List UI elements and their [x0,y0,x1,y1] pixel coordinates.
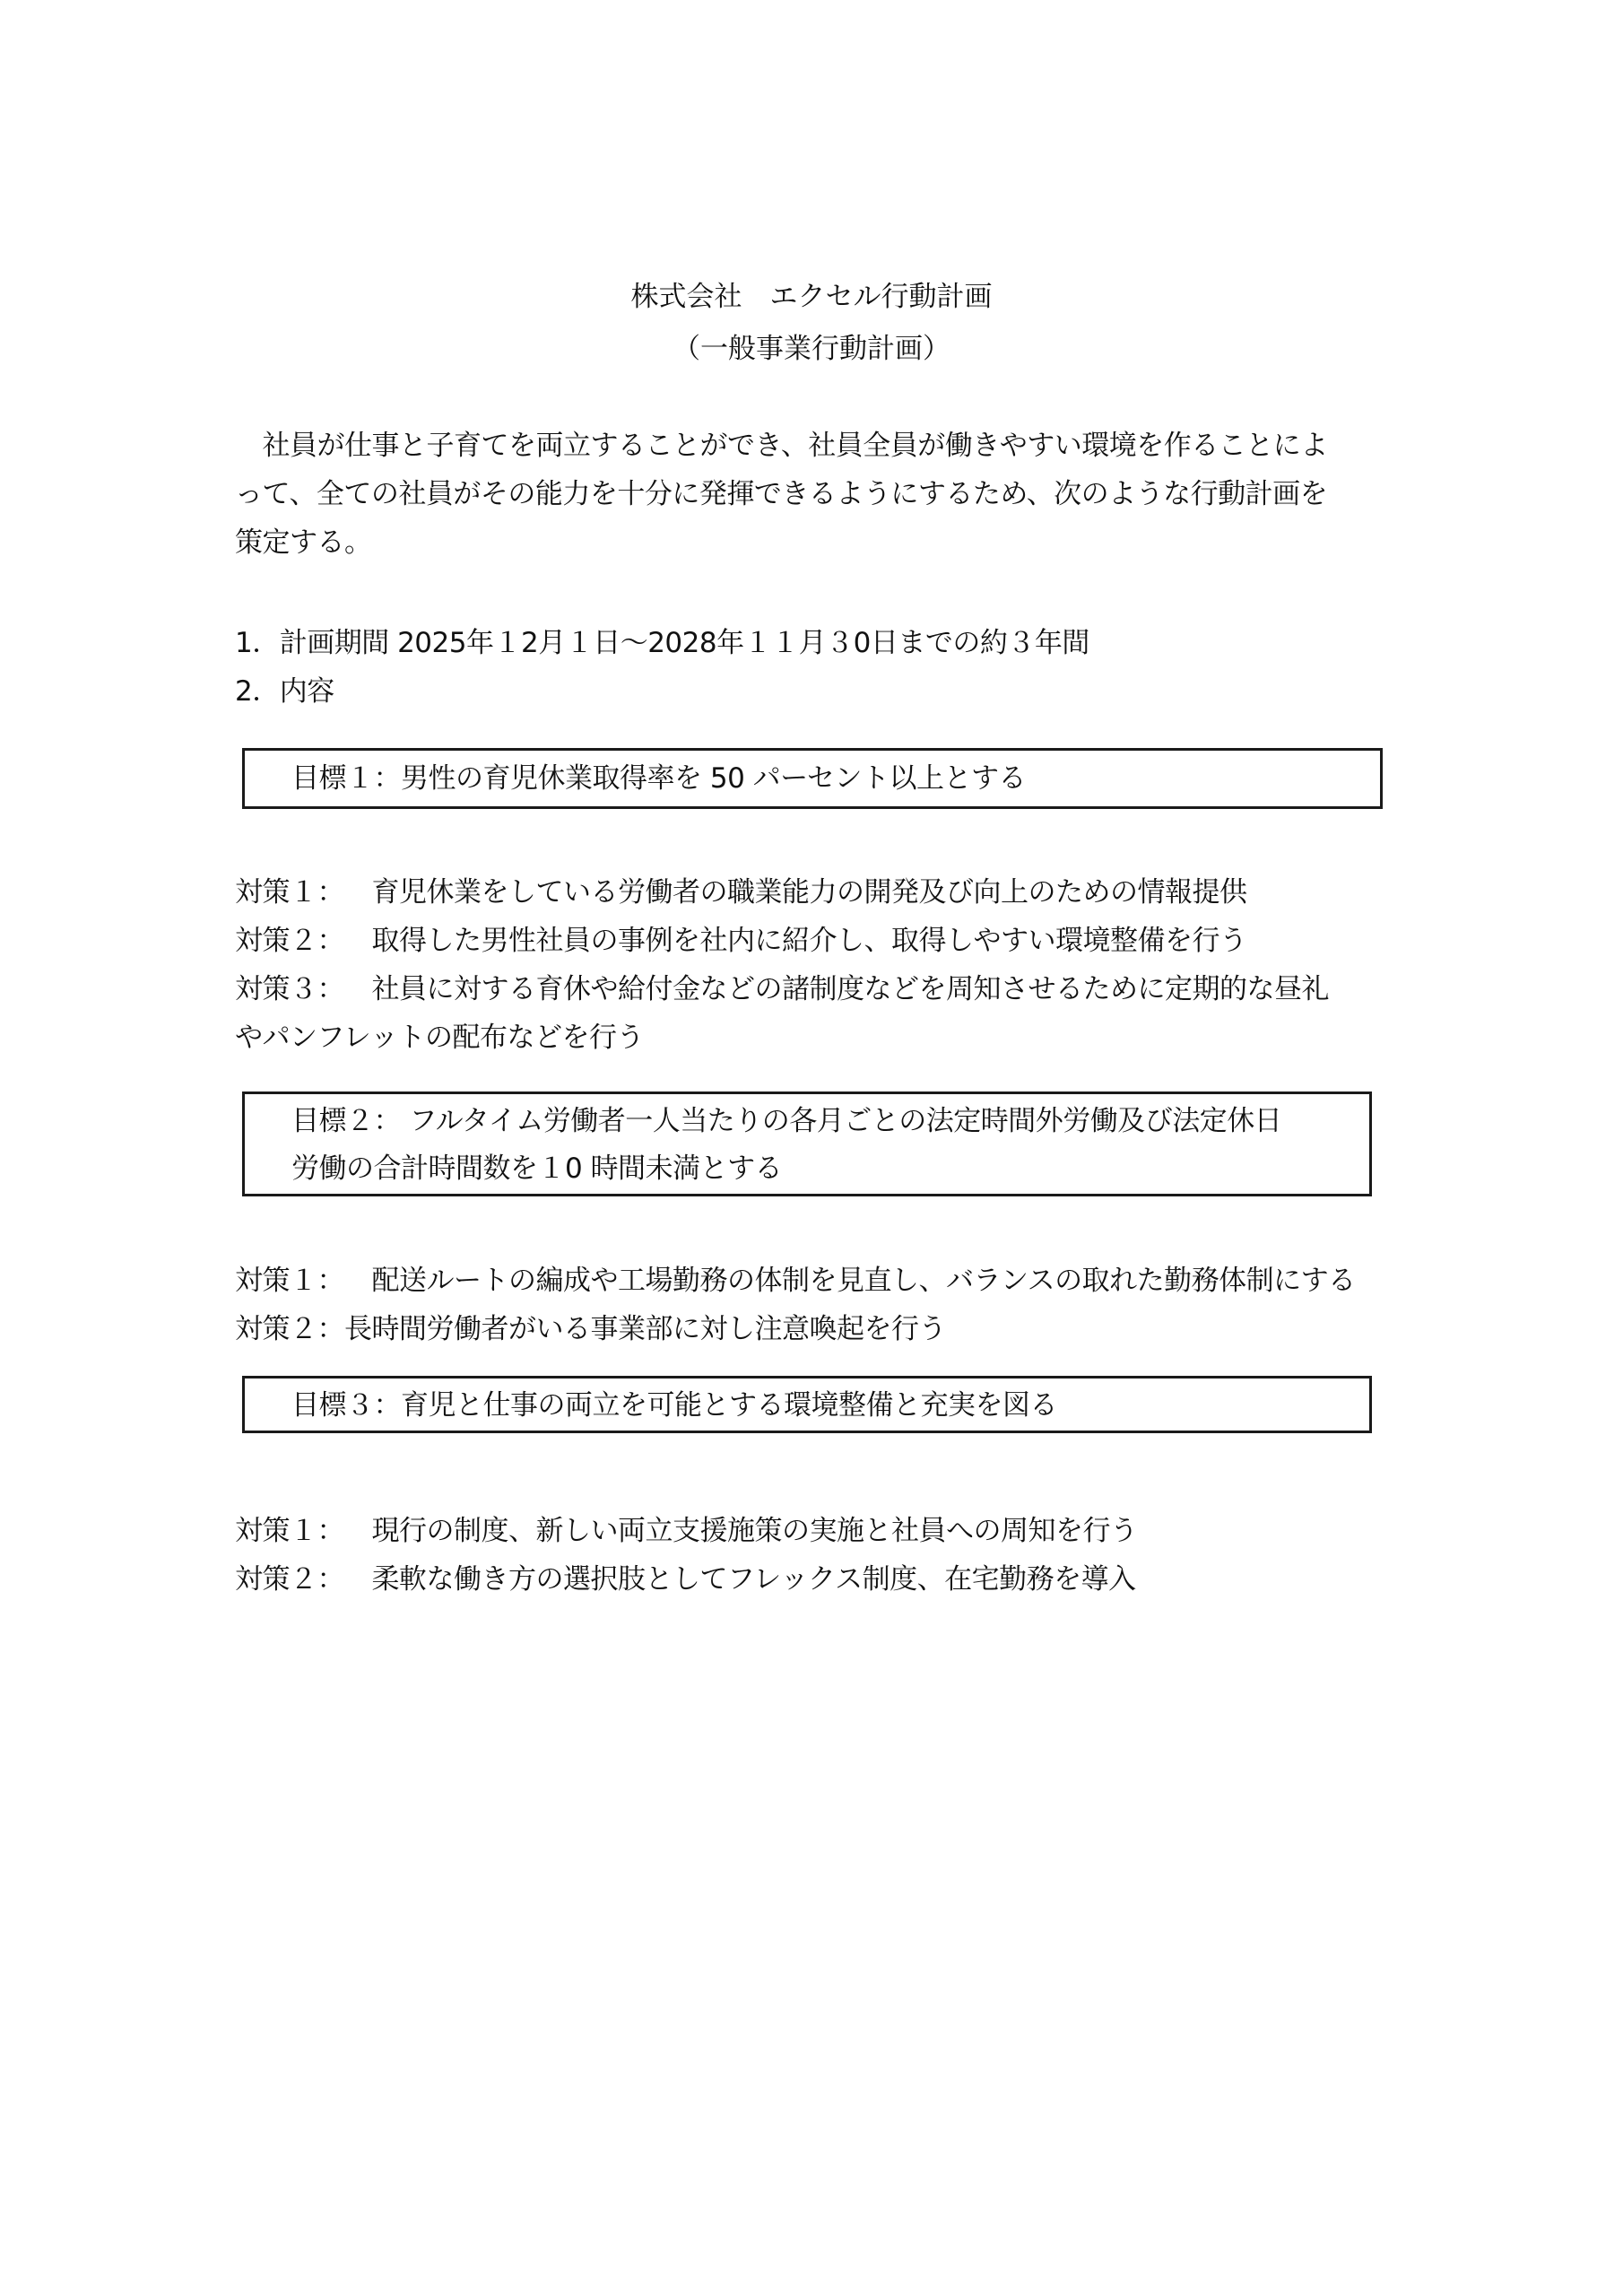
measure-text: 現行の制度、新しい両立支援施策の実施と社員への周知を行う [344,1515,1138,1547]
measure-text: 配送ルートの編成や工場勤務の体制を見直し、バランスの取れた勤務体制にする [344,1265,1356,1297]
goal-3-box [242,1376,1372,1433]
measure-label: 対策１： [235,1265,344,1297]
goal-1-measure-1 [235,865,1247,920]
goal-2-text-line-2: 労働の合計時間数を１0 時間未満とする [291,1152,783,1185]
intro-line-2: って、全ての社員がその能力を十分に発揮できるようにするため、次のような行動計画を [235,478,1328,510]
measure-text: 取得した男性社員の事例を社内に紹介し、取得しやすい環境整備を行う [344,925,1247,957]
measure-text: 育児休業をしている労働者の職業能力の開発及び向上のための情報提供 [344,876,1247,909]
measure-text: 長時間労働者がいる事業部に対し注意喚起を行う [344,1313,946,1345]
goal-1-measure-2 [235,913,1247,969]
measure-label: 対策１： [235,1515,344,1547]
measure-label: 対策１： [235,876,344,909]
intro-line-3: 策定する。 [235,526,372,559]
section-content [235,664,334,719]
document-subtitle: （一般事業行動計画） [673,333,950,365]
goal-1-text: 目標１：男性の育児休業取得率を 50 パーセント以上とする [291,762,1027,795]
section-text: 内容 [279,675,334,708]
goal-2-measure-1 [235,1253,1356,1309]
goal-3-text: 目標３：育児と仕事の両立を可能とする環境整備と充実を図る [291,1389,1057,1422]
goal-3-measure-2 [235,1552,1136,1607]
document-title: 株式会社 エクセル行動計画 [630,281,993,313]
section-period [235,615,1089,671]
goal-3-measure-1 [235,1503,1138,1559]
measure-label: 対策２： [235,925,344,957]
goal-1-measure-3-continuation: やパンフレットの配布などを行う [235,1022,644,1054]
section-number: 1． [235,627,280,659]
measure-label: 対策２： [235,1313,344,1345]
goal-2-text-line-1: 目標２： フルタイム労働者一人当たりの各月ごとの法定時間外労働及び法定休日 [291,1105,1282,1137]
section-number: 2． [235,675,280,708]
intro-line-1: 社員が仕事と子育てを両立することができ、社員全員が働きやすい環境を作ることによ [235,430,1328,462]
goal-2-measure-2 [235,1301,946,1357]
measure-label: 対策３： [235,973,344,1005]
section-text: 計画期間 2025年１2月１日～2028年１１月３0日までの約３年間 [279,627,1089,659]
measure-text: 社員に対する育休や給付金などの諸制度などを周知させるために定期的な昼礼 [344,973,1329,1005]
goal-1-box [242,748,1383,809]
goal-1-measure-3 [235,961,1329,1017]
measure-text: 柔軟な働き方の選択肢としてフレックス制度、在宅勤務を導入 [344,1563,1136,1596]
goal-2-box [242,1091,1372,1196]
measure-label: 対策２： [235,1563,344,1596]
